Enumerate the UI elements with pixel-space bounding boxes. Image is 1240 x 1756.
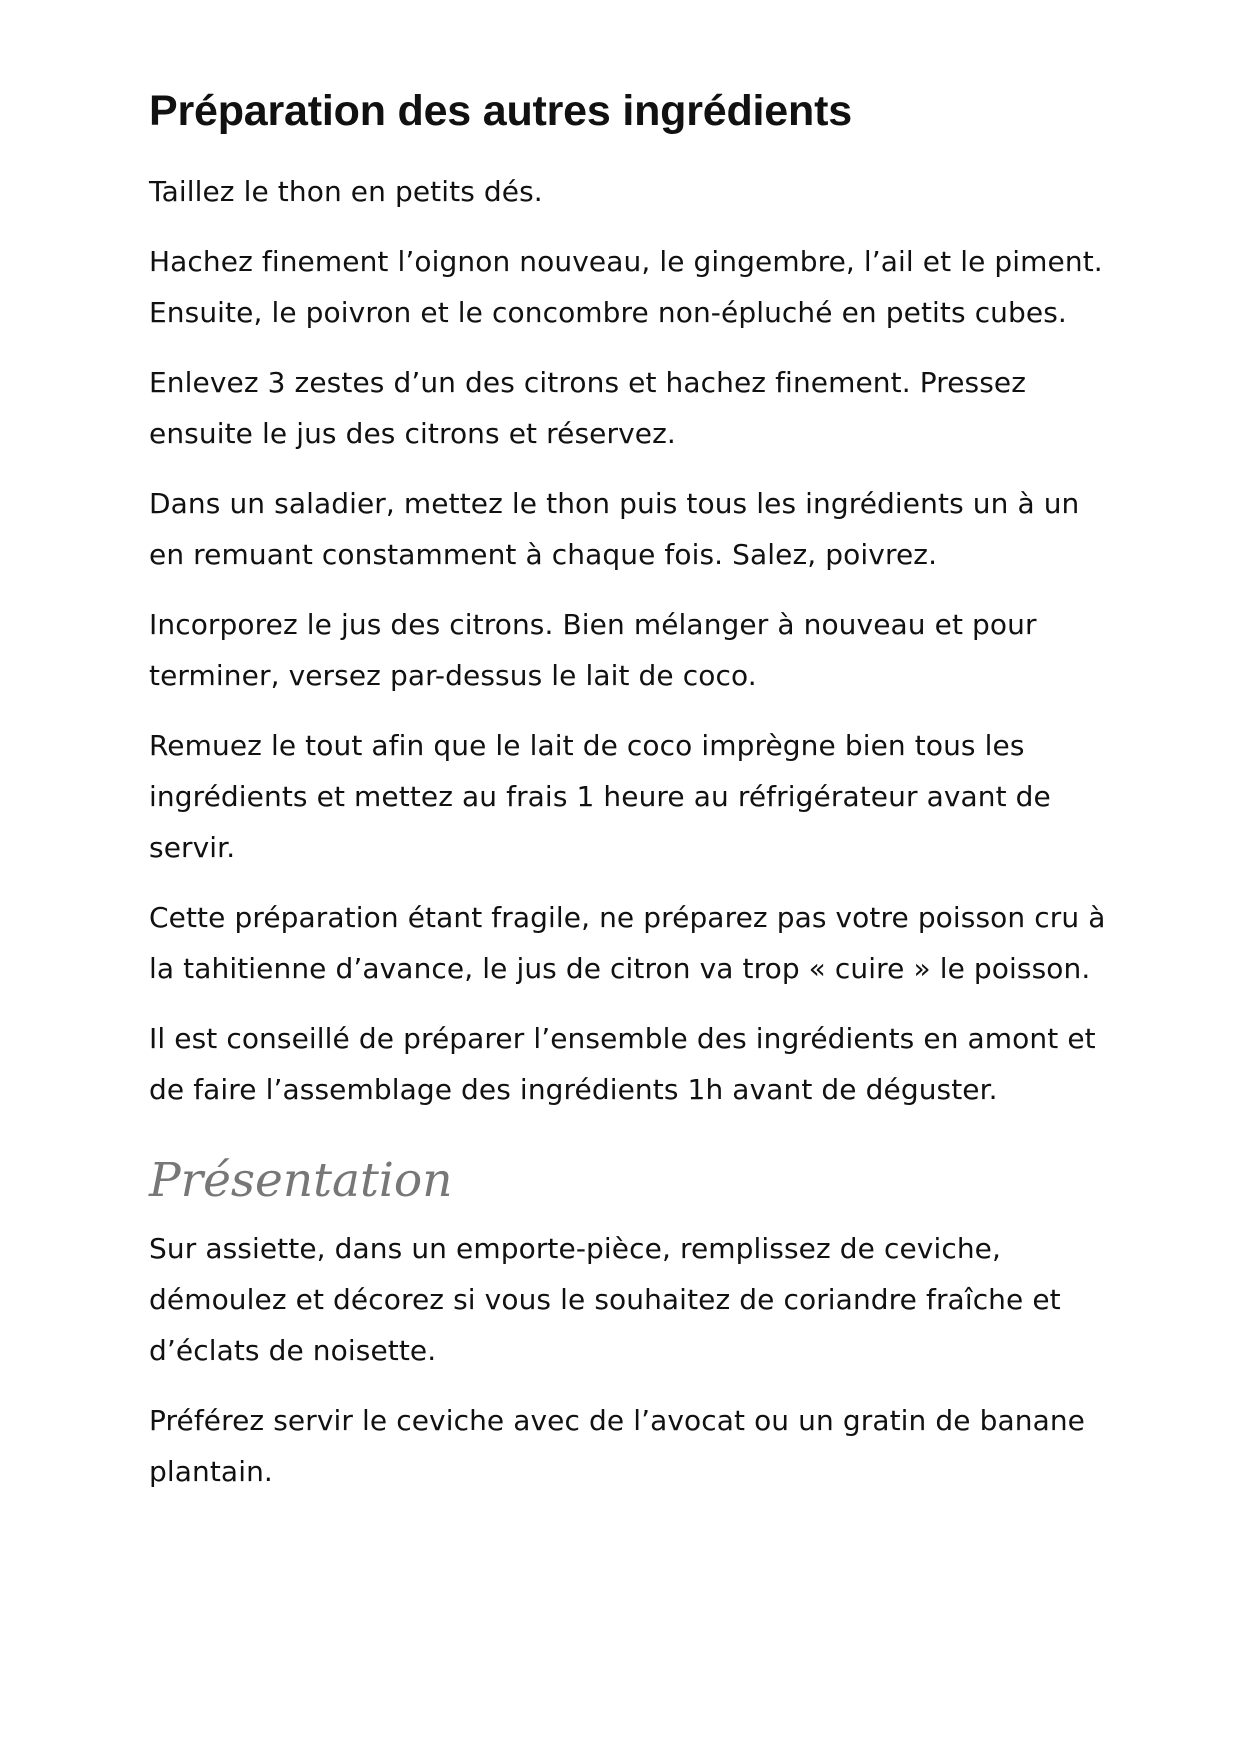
paragraph-step-4: Dans un saladier, mettez le thon puis tous les ingrédients un à un en remuant constamment à chaque fois. Salez, poivrez. [149, 486, 1080, 571]
heading-presentation: Présentation [149, 1152, 453, 1208]
paragraph-step-3: Enlevez 3 zestes d’un des citrons et hachez finement. Pressez ensuite le jus des citrons et réservez. [149, 365, 1027, 450]
paragraph-presentation-2: Préférez servir le ceviche avec de l’avocat ou un gratin de banane plantain. [149, 1403, 1085, 1488]
paragraph-step-6: Remuez le tout afin que le lait de coco imprègne bien tous les ingrédients et mettez au frais 1 heure au réfrigérateur avant de servir. [149, 728, 1051, 864]
heading-preparation: Préparation des autres ingrédients [149, 87, 852, 135]
paragraph-presentation-1: Sur assiette, dans un emporte-pièce, remplissez de ceviche, démoulez et décorez si vous le souhaitez de coriandre fraîche et d’éclats de noisette. [149, 1231, 1061, 1367]
paragraph-step-2: Hachez finement l’oignon nouveau, le gingembre, l’ail et le piment. Ensuite, le poivron et le concombre non-épluché en petits cubes. [149, 244, 1103, 329]
paragraph-step-1: Taillez le thon en petits dés. [149, 174, 543, 208]
paragraph-warning: Cette préparation étant fragile, ne préparez pas votre poisson cru à la tahitienne d’avance, le jus de citron va trop « cuire » le poisson. [149, 900, 1106, 985]
paragraph-advice: Il est conseillé de préparer l’ensemble des ingrédients en amont et de faire l’assemblage des ingrédients 1h avant de déguster. [149, 1021, 1096, 1106]
paragraph-step-5: Incorporez le jus des citrons. Bien mélanger à nouveau et pour terminer, versez par-dessus le lait de coco. [149, 607, 1037, 692]
document-page [149, 86, 1109, 1516]
